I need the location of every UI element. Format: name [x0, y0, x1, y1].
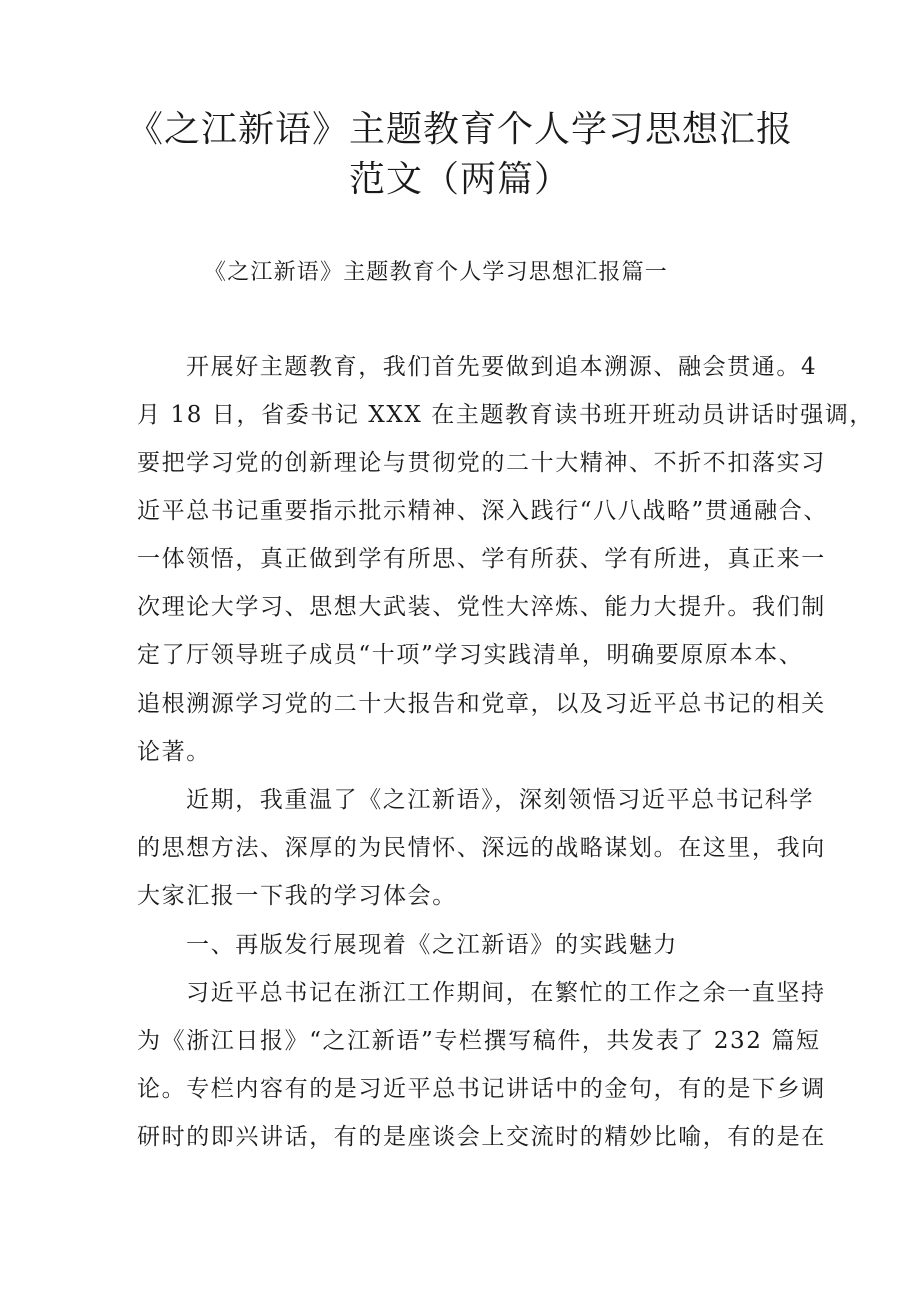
body-line-10: 近期，我重温了《之江新语》，深刻领悟习近平总书记科学 — [186, 787, 815, 813]
section-heading-1: 一、再版发行展现着《之江新语》的实践魅力 — [186, 932, 678, 958]
body-line-14: 习近平总书记在浙江工作期间，在繁忙的工作之余一直坚持 — [186, 980, 826, 1006]
document-title-line-1: 《之江新语》主题教育个人学习思想汇报 — [126, 109, 793, 150]
body-line-3: 要把学习党的创新理论与贯彻党的二十大精神、不折不扣落实习 — [137, 450, 826, 476]
body-line-15: 为《浙江日报》“之江新语”专栏撰写稿件，共发表了 232 篇短 — [137, 1028, 821, 1054]
body-line-11: 的思想方法、深厚的为民情怀、深远的战略谋划。在这里，我向 — [137, 835, 826, 861]
body-line-2: 月 18 日，省委书记 XXX 在主题教育读书班开班动员讲话时强调， — [137, 402, 875, 428]
body-line-7: 定了厅领导班子成员“十项”学习实践清单，明确要原原本本、 — [137, 642, 804, 668]
body-line-8: 追根溯源学习党的二十大报告和党章，以及习近平总书记的相关 — [137, 691, 826, 717]
body-line-12: 大家汇报一下我的学习体会。 — [137, 883, 457, 909]
body-line-16: 论。专栏内容有的是习近平总书记讲话中的金句，有的是下乡调 — [137, 1076, 826, 1102]
body-line-5: 一体领悟，真正做到学有所思、学有所获、学有所进，真正来一 — [137, 546, 826, 572]
body-line-9: 论著。 — [137, 739, 211, 765]
body-line-6: 次理论大学习、思想大武装、党性大淬炼、能力大提升。我们制 — [137, 594, 826, 620]
document-title-line-2: 范文（两篇） — [348, 159, 571, 200]
body-line-4: 近平总书记重要指示批示精神、深入践行“八八战略”贯通融合、 — [137, 498, 828, 524]
body-line-1: 开展好主题教育，我们首先要做到追本溯源、融会贯通。4 — [186, 354, 818, 380]
section-subtitle: 《之江新语》主题教育个人学习思想汇报篇一 — [204, 260, 669, 285]
body-line-17: 研时的即兴讲话，有的是座谈会上交流时的精妙比喻，有的是在 — [137, 1124, 826, 1150]
